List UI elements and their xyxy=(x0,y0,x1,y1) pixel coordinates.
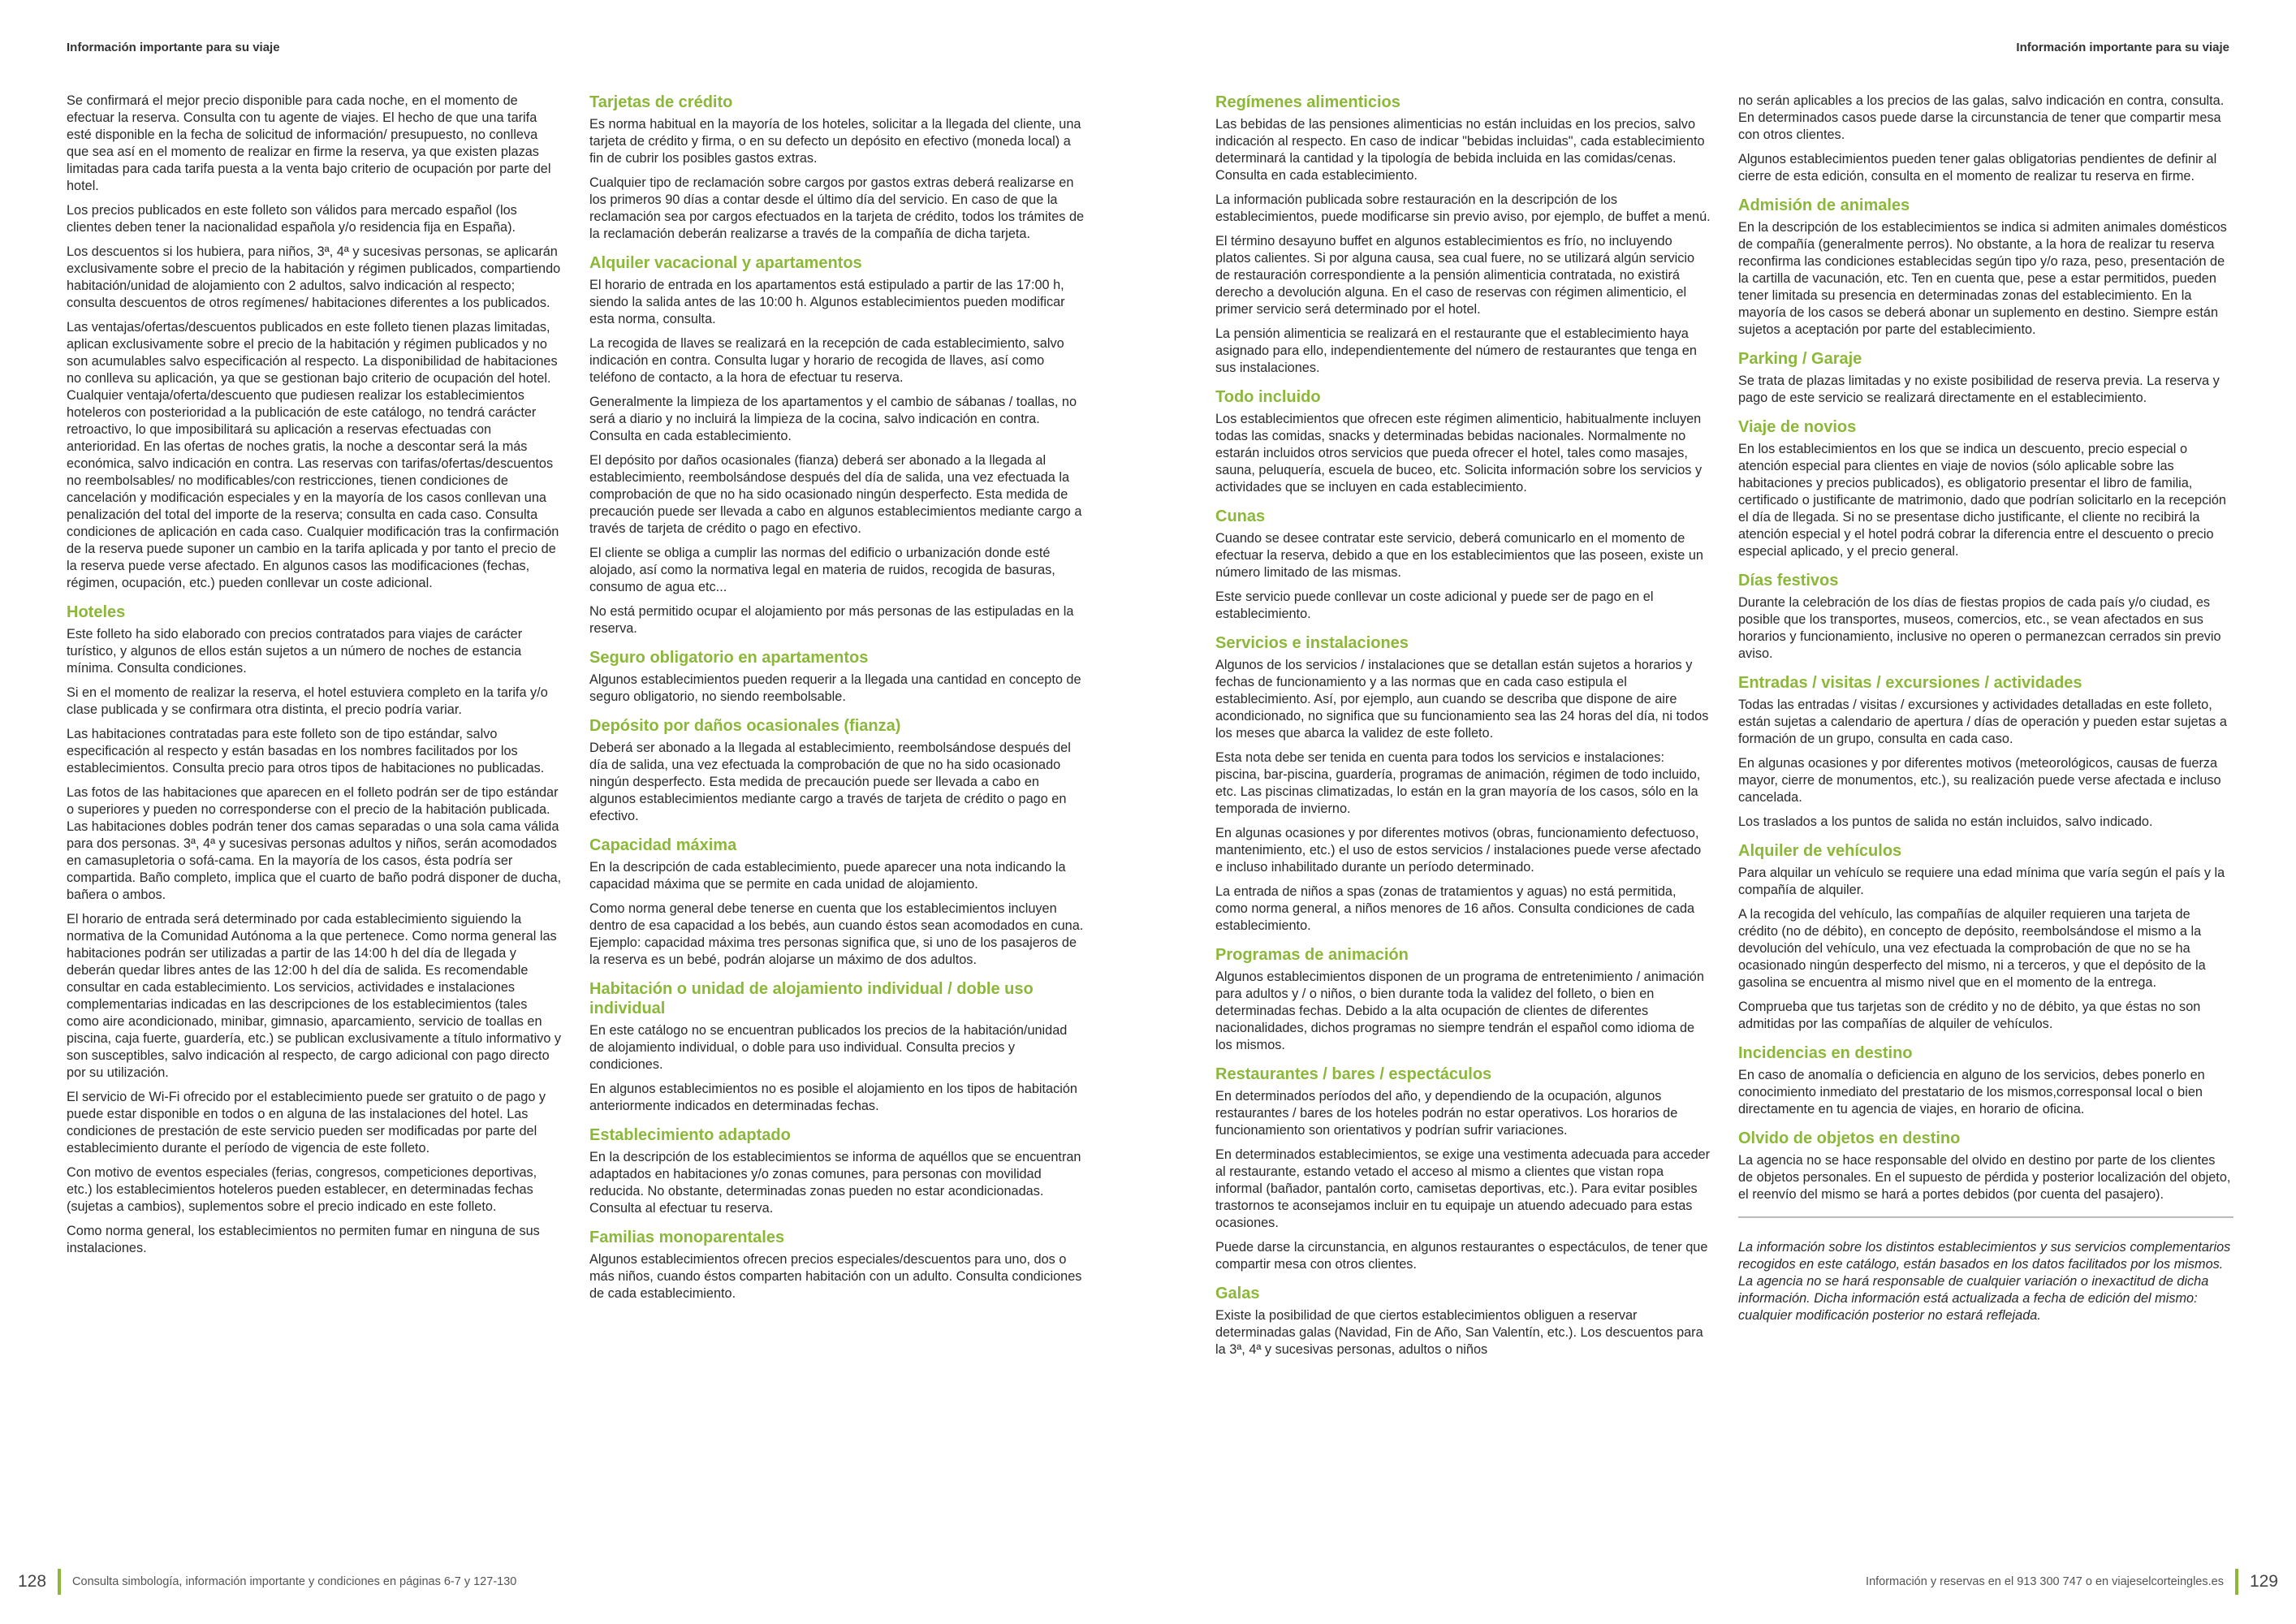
column-4 xyxy=(1738,93,2233,1332)
paragraph: Los descuentos si los hubiera, para niños, 3ª, 4ª y sucesivas personas, se aplicarán exclusivamente sobre el precio de la habitación y régimen publicados, compartiendo habitación/unidad de alojamiento con 2 adultos, salvo indicación al respecto; consulta descuentos de otros regímenes/ habitaciones diferentes a los publicados. xyxy=(67,244,561,310)
paragraph: El horario de entrada en los apartamentos está estipulado a partir de las 17:00 h, siendo la salida antes de las 10:00 h. Algunos establecimientos pueden modificar esta norma, consulta. xyxy=(589,278,1065,326)
running-head-left: Información importante para su viaje xyxy=(67,41,280,54)
section-heading-tarjetas: Tarjetas de crédito xyxy=(589,93,733,111)
section-heading-programas: Programas de animación xyxy=(1215,946,1409,964)
section-heading-alquiler-vacacional: Alquiler vacacional y apartamentos xyxy=(589,254,862,272)
paragraph: Las fotos de las habitaciones que aparecen en el folleto podrán ser de tipo estándar o superiores y pueden no corresponderse con el precio de la habitación publicada. Las habitaciones dobles podrán tener dos camas separadas o una sola cama válida para dos personas. 3ª, 4ª y sucesivas personas adultos y niños, serán acomodados en camasupletoria o sofá-cama. En la mayoría de los casos, ésta podría ser compartida. Baño completo, implica que el cuarto de baño podrá disponer de ducha, bañera o ambos. xyxy=(67,785,562,902)
paragraph: Se confirmará el mejor precio disponible para cada noche, en el momento de efectuar la reserva. Consulta con tu agente de viajes. El hecho de que una tarifa esté disponible en la fecha de solicitud de información/ presupuesto, no conlleva que sea así en el momento de realizar en firme la reserva, ya que existen plazas limitadas para cada tarifa puesta a la venta bajo criterio de ocupación por parte del hotel. xyxy=(67,93,551,193)
disclaimer xyxy=(1738,1239,2233,1324)
section-heading-adaptado: Establecimiento adaptado xyxy=(589,1126,791,1144)
column-1 xyxy=(67,93,562,1264)
paragraph: En algunas ocasiones y por diferentes motivos (obras, funcionamiento defectuoso, mantenimiento, etc.) el uso de estos servicios / instalaciones puede verse afectado e incluso inhabilitado durante un período determinado. xyxy=(1215,826,1702,875)
paragraph: Algunos establecimientos pueden tener galas obligatorias pendientes de definir al cierre de esta edición, consulta en el momento de realizar tu reserva en firme. xyxy=(1738,152,2217,184)
paragraph: Es norma habitual en la mayoría de los hoteles, solicitar a la llegada del cliente, una tarjeta de crédito y firma, o en su defecto un depósito en efectivo (moneda local) a fin de cubrir los posibles gastos extras. xyxy=(589,117,1081,166)
paragraph: Si en el momento de realizar la reserva, el hotel estuviera completo en la tarifa y/o clase publicada y se confirmara otra distinta, el precio podría variar. xyxy=(67,685,548,717)
paragraph: Algunos establecimientos ofrecen precios especiales/descuentos para uno, dos o más niños, cuando éstos comparten habitación con un adulto. Consulta condiciones de cada establecimiento. xyxy=(589,1252,1082,1301)
paragraph: En los establecimientos en los que se indica un descuento, precio especial o atención especial para clientes en viaje de novios (sólo aplicable sobre las habitaciones y precios publicados), es obligatorio presentar el libro de familia, certificado o justificante de matrimonio, dado que podrían solicitarlo en la recepción el día de llegada. Si no se presentase dicho justificante, el cliente no recibirá la atención especial y el hotel podrá cobrar la diferencia entre el descuento o precio especial aplicado, y el precio general. xyxy=(1738,442,2226,559)
section-heading-cunas: Cunas xyxy=(1215,508,1266,525)
paragraph: La agencia no se hace responsable del olvido en destino por parte de los clientes de objetos personales. En el supuesto de pérdida y posterior localización del objeto, el reenvío del mismo se hará a portes debidos (por cuenta del pasajero). xyxy=(1738,1153,2231,1202)
section-heading-olvido: Olvido de objetos en destino xyxy=(1738,1129,1961,1147)
paragraph: Los traslados a los puntos de salida no están incluidos, salvo indicado. xyxy=(1738,814,2153,829)
paragraph: En la descripción de cada establecimiento, puede aparecer una nota indicando la capacidad máxima que se permite en cada unidad de alojamiento. xyxy=(589,860,1066,892)
paragraph: La información publicada sobre restauración en la descripción de los establecimientos, puede modificarse sin previo aviso, por ejemplo, de buffet a menú. xyxy=(1215,192,1711,224)
section-heading-animales: Admisión de animales xyxy=(1738,197,1910,214)
paragraph: En la descripción de los establecimientos se indica si admiten animales domésticos de compañía (generalmente perros). No obstante, a la hora de realizar tu reserva reconfirma las condiciones establecidas según tipo y/o raza, peso, presentación de la cartilla de vacunación, etc. Ten en cuenta que, pese a estar permitidos, pueden tener limitada su presencia en determinadas zonas del establecimiento. En la mayoría de los casos se deberá abonar un suplemento en destino. Siempre están sujetos a aceptación por parte del establecimiento. xyxy=(1738,220,2227,337)
paragraph: Como norma general debe tenerse en cuenta que los establecimientos incluyen dentro de esa capacidad a los bebés, aun cuando éstos sean acomodados en cuna. Ejemplo: capacidad máxima tres personas significa que, si uno de los pasajeros de la reserva es un bebé, podrán alojarse un máximo de dos adultos. xyxy=(589,901,1084,967)
paragraph: El horario de entrada será determinado por cada establecimiento siguiendo la normativa de la Comunidad Autónoma a la que pertenece. Como norma general las habitaciones podrán ser utilizadas a partir de las 14:00 h del día de llegada y deberán quedar libres antes de las 12:00 h del día de salida. Es recomendable consultar en cada establecimiento. Los servicios, actividades e instalaciones complementarias indicadas en las descripciones de los establecimientos (tales como aire acondicionado, minibar, gimnasio, aparcamiento, servicio de toallas en piscina, caja fuerte, guardería, etc.) se publican exclusivamente a título informativo y son susceptibles, salvo indicación al respecto, de cargo adicional con pago directo por su utilización. xyxy=(67,912,562,1080)
paragraph: Con motivo de eventos especiales (ferias, congresos, competiciones deportivas, etc.) los establecimientos hoteleros pueden establecer, en determinadas fechas (sujetas a cambios), suplementos sobre el precio indicado en este folleto. xyxy=(67,1165,537,1214)
section-heading-habitacion: Habitación o unidad de alojamiento individual / doble uso individual xyxy=(589,980,1034,1017)
paragraph: Como norma general, los establecimientos no permiten fumar en ninguna de sus instalaciones. xyxy=(67,1224,540,1255)
paragraph: Generalmente la limpieza de los apartamentos y el cambio de sábanas / toallas, no será a diario y no incluirá la limpieza de la cocina, salvo indicación en contra. Consulta en cada establecimiento. xyxy=(589,395,1077,443)
paragraph: No está permitido ocupar el alojamiento por más personas de las estipuladas en la reserva. xyxy=(589,604,1074,636)
section-heading-galas: Galas xyxy=(1215,1285,1260,1302)
paragraph: En la descripción de los establecimientos se informa de aquéllos que se encuentran adaptados en habitaciones y/o zonas comunes, para personas con movilidad reducida. No obstante, determinadas zonas pueden no estar acondicionadas. Consulta al efectuar tu reserva. xyxy=(589,1150,1081,1216)
footer-left xyxy=(18,1568,516,1596)
paragraph: Los establecimientos que ofrecen este régimen alimenticio, habitualmente incluyen todas las comidas, snacks y determinadas bebidas nacionales. Normalmente no estarán incluidos otros servicios que pueda ofrecer el hotel, tales como masajes, sauna, peluquería, escuela de buceo, etc. Solicita información sobre los servicios y actividades que se incluyen en cada establecimiento. xyxy=(1215,412,1703,495)
paragraph: En este catálogo no se encuentran publicados los precios de la habitación/unidad de alojamiento individual, o doble para uso individual. Consulta precios y condiciones. xyxy=(589,1023,1068,1072)
footer-accent-bar xyxy=(2235,1569,2238,1595)
paragraph: Para alquilar un vehículo se requiere una edad mínima que varía según el país y la compañía de alquiler. xyxy=(1738,866,2225,897)
page-number-right: 129 xyxy=(2249,1572,2278,1591)
paragraph: La entrada de niños a spas (zonas de tratamientos y aguas) no está permitida, como norma general, a niños menores de 16 años. Consulta condiciones de cada establecimiento. xyxy=(1215,884,1695,933)
section-heading-entradas: Entradas / visitas / excursiones / actividades xyxy=(1738,674,2082,692)
paragraph: Puede darse la circunstancia, en algunos restaurantes o espectáculos, de tener que compartir mesa con otros clientes. xyxy=(1215,1240,1708,1272)
paragraph: El cliente se obliga a cumplir las normas del edificio o urbanización donde esté alojado, así como la normativa legal en materia de ruidos, recogida de basuras, consumo de agua etc... xyxy=(589,546,1055,594)
section-heading-incidencias: Incidencias en destino xyxy=(1738,1044,1913,1062)
paragraph: En algunos establecimientos no es posible el alojamiento en los tipos de habitación anteriormente indicados en determinadas fechas. xyxy=(589,1082,1077,1113)
paragraph: El servicio de Wi-Fi ofrecido por el establecimiento puede ser gratuito o de pago y puede estar disponible en todos o en alguna de las instalaciones del hotel. Las condiciones de prestación de este servicio pueden ser modificadas por parte del establecimiento durante el período de vigencia de este folleto. xyxy=(67,1090,546,1155)
paragraph: Se trata de plazas limitadas y no existe posibilidad de reserva previa. La reserva y pago de este servicio se realizará directamente en el establecimiento. xyxy=(1738,374,2220,405)
section-heading-servicios: Servicios e instalaciones xyxy=(1215,634,1409,652)
section-heading-hoteles: Hoteles xyxy=(67,603,126,621)
paragraph: Cuando se desee contratar este servicio, deberá comunicarlo en el momento de efectuar la reserva, debido a que en los establecimientos que las poseen, existe un número limitado de las mismas. xyxy=(1215,531,1703,580)
paragraph: El término desayuno buffet en algunos establecimientos es frío, no incluyendo platos calientes. Si por alguna causa, sea cual fuere, no se utilizará algún servicio de restauración correspondiente a la pensión alimenticia contratada, no existirá derecho a devolución alguna. En el caso de reservas con régimen alimenticio, el primer servicio será determinado por el hotel. xyxy=(1215,234,1695,317)
footer-left-text: Consulta simbología, información importante y condiciones en páginas 6-7 y 127-130 xyxy=(72,1575,517,1588)
section-heading-novios: Viaje de novios xyxy=(1738,418,1857,436)
paragraph: Algunos establecimientos disponen de un programa de entretenimiento / animación para adultos y / o niños, o bien durante toda la validez del folleto, o bien en determinadas fechas. Debido a la alta ocupación de clientes de diferentes nacionalidades, dichos programas no siempre tendrán el español como idioma de los mismos. xyxy=(1215,970,1704,1052)
paragraph: Las bebidas de las pensiones alimenticias no están incluidas en los precios, salvo indicación al respecto. En caso de indicar "bebidas incluidas", cada establecimiento determinará la cantidad y la tipología de bebida incluida en las comidas/cenas. Consulta en cada establecimiento. xyxy=(1215,117,1705,183)
section-heading-seguro: Seguro obligatorio en apartamentos xyxy=(589,649,869,667)
paragraph: Los precios publicados en este folleto son válidos para mercado español (los clientes deben tener la nacionalidad española y/o residencia fija en España). xyxy=(67,203,517,235)
paragraph: Esta nota debe ser tenida en cuenta para todos los servicios e instalaciones: piscina, bar-piscina, guardería, programas de animación, régimen de todo incluido, etc. Las piscinas climatizadas, lo están en la gran mayoría de los casos, sólo en la temporada de invierno. xyxy=(1215,750,1701,816)
footer-accent-bar xyxy=(58,1569,61,1595)
paragraph: Las ventajas/ofertas/descuentos publicados en este folleto tienen plazas limitadas, aplican exclusivamente sobre el precio de la habitación y régimen publicados y no son acumulables salvo especificación al respecto. La disponibilidad de habitaciones no conlleva su aplicación, ya que se gestionan bajo criterio de ocupación del hotel. Cualquier ventaja/oferta/descuento que pudiesen realizar los establecimientos hoteleros con posterioridad a la publicación de este catálogo, no tendrá carácter retroactivo, lo que imposibilitará su aplicación a reservas efectuadas con anterioridad. En las ofertas de noches gratis, la noche a descontar será la más económica, salvo indicación en contra. Las reservas con tarifas/ofertas/descuentos no reembolsables/ no modificables/con restricciones, tienen condiciones de cancelación y modificación especiales y en la mayoría de los casos conllevan una penalización del total del importe de la reserva; consulta en cada caso. Consulta condiciones de aplicación en cada caso. Cualquier modificación tras la confirmación de la reserva puede suponer un cambio en la tarifa aplicada y por tanto el precio de la reserva puede verse afectado. En algunos casos las modificaciones (fechas, régimen, ocupación, etc.) pueden conllevar un coste adicional. xyxy=(67,320,559,590)
footer-right-text: Información y reservas en el 913 300 747 o en viajeselcorteingles.es xyxy=(1866,1575,2224,1588)
column-3 xyxy=(1215,93,1711,1366)
paragraph: Algunos de los servicios / instalaciones que se detallan están sujetos a horarios y fechas de funcionamiento y a las normas que en cada caso estipula el establecimiento. Así, por ejemplo, aun cuando se describa que dispone de aire acondicionado, no significa que su funcionamiento sea las 24 horas del día, ni todos los meses que abarca la validez de este folleto. xyxy=(1215,658,1709,741)
paragraph: Durante la celebración de los días de fiestas propios de cada país y/o ciudad, es posible que los transportes, museos, comercios, etc., se vean afectados en sus horarios y funcionamiento, inclusive no operen o permanezcan cerrados sin previo aviso. xyxy=(1738,595,2221,661)
section-heading-familias: Familias monoparentales xyxy=(589,1229,785,1246)
column-2 xyxy=(589,93,1085,1310)
paragraph: Existe la posibilidad de que ciertos establecimientos obliguen a reservar determinadas galas (Navidad, Fin de Año, San Valentín, etc.). Los descuentos para la 3ª, 4ª y sucesivas personas, adultos o niños xyxy=(1215,1308,1703,1357)
paragraph: En determinados establecimientos, se exige una vestimenta adecuada para acceder al restaurante, estando vetado el acceso al mismo a clientes que vistan ropa informal (bañador, pantalón corto, camisetas deportivas, etc.). Para evitar posibles trastornos te aconsejamos incluir en tu equipaje un atuendo adecuado para estas ocasiones. xyxy=(1215,1147,1711,1230)
paragraph: Las habitaciones contratadas para este folleto son de tipo estándar, salvo especificación al respecto y están basadas en los nombres facilitados por los establecimientos. Consulta precio para otros tipos de habitaciones no publicadas. xyxy=(67,727,545,775)
paragraph: El depósito por daños ocasionales (fianza) deberá ser abonado a la llegada al establecimiento, reembolsándose después del día de salida, una vez efectuada la comprobación de que no ha sido ocasionado ningún desperfecto. Esta medida de precaución puede ser llevada a cabo en algunos establecimientos mediante cargo a través de tarjeta de crédito o pago en efectivo. xyxy=(589,453,1082,536)
disclaimer-text: La información sobre los distintos establecimientos y sus servicios complementarios recogidos en este catálogo, están basados en los datos facilitados por los mismos. La agencia no se hará responsable de cualquier variación o inexactitud de dicha información. Dicha información está actualizada a fecha de edición del mismo: cualquier modificación posterior no estará reflejada. xyxy=(1738,1240,2231,1323)
page-number-left: 128 xyxy=(18,1572,47,1591)
section-heading-vehiculos: Alquiler de vehículos xyxy=(1738,842,1902,860)
section-heading-parking: Parking / Garaje xyxy=(1738,350,1862,368)
paragraph: En determinados períodos del año, y dependiendo de la ocupación, algunos restaurantes / bares de los hoteles podrán no estar operativos. Los horarios de funcionamiento son orientativos y podrían sufrir variaciones. xyxy=(1215,1089,1678,1138)
paragraph: En caso de anomalía o deficiencia en alguno de los servicios, debes ponerlo en conocimiento inmediato del prestatario de los mismos,corresponsal local o bien directamente en tu agencia de viajes, en horario de oficina. xyxy=(1738,1068,2205,1116)
section-heading-todo-incluido: Todo incluido xyxy=(1215,388,1321,406)
running-head-right: Información importante para su viaje xyxy=(2016,41,2229,54)
section-heading-festivos: Días festivos xyxy=(1738,572,1839,590)
paragraph: La recogida de llaves se realizará en la recepción de cada establecimiento, salvo indicación en contra. Consulta lugar y horario de recogida de llaves, así como teléfono de contacto, a la hora de efectuar tu reserva. xyxy=(589,336,1064,385)
paragraph: Todas las entradas / visitas / excursiones y actividades detalladas en este folleto, están sujetas a calendario de apertura / días de operación y pueden estar sujetas a formación de un grupo, consulta en cada caso. xyxy=(1738,698,2227,746)
paragraph: Comprueba que tus tarjetas son de crédito y no de débito, ya que éstas no son admitidas por las compañías de alquiler de vehículos. xyxy=(1738,1000,2201,1031)
section-heading-deposito: Depósito por daños ocasionales (fianza) xyxy=(589,717,901,735)
paragraph: no serán aplicables a los precios de las galas, salvo indicación en contra, consulta. En determinados casos puede darse la circunstancia de tener que compartir mesa con otros clientes. xyxy=(1738,93,2225,142)
paragraph: A la recogida del vehículo, las compañías de alquiler requieren una tarjeta de crédito (no de débito), en concepto de depósito, reembolsándose el mismo a la devolución del vehículo, una vez efectuada la comprobación de que no se ha ocasionado ningún desperfecto del mismo, ni a terceros, y que el depósito de la gasolina se encuentra al mismo nivel que en el momento de la entrega. xyxy=(1738,907,2206,990)
paragraph: Este folleto ha sido elaborado con precios contratados para viajes de carácter turístico, y algunos de ellos están sujetos a un número de noches de estancia mínima. Consulta condiciones. xyxy=(67,627,523,676)
paragraph: Cualquier tipo de reclamación sobre cargos por gastos extras deberá realizarse en los primeros 90 días a contar desde el último día del servicio. En caso de que la reclamación sea por cargos efectuados en la tarjeta de crédito, todos los trámites de la reclamación deberán realizarse a través de la compañía de dicha tarjeta. xyxy=(589,175,1085,241)
paragraph: Algunos establecimientos pueden requerir a la llegada una cantidad en concepto de seguro obligatorio, no siendo reembolsable. xyxy=(589,672,1081,704)
footer-right xyxy=(1866,1568,2278,1596)
paragraph: Deberá ser abonado a la llegada al establecimiento, reembolsándose después del día de salida, una vez efectuada la comprobación de que no ha sido ocasionado ningún desperfecto. Esta medida de precaución puede ser llevada a cabo en algunos establecimientos mediante cargo a través de tarjeta de crédito o pago en efectivo. xyxy=(589,741,1071,823)
paragraph: Este servicio puede conllevar un coste adicional y puede ser de pago en el establecimiento. xyxy=(1215,590,1654,621)
section-heading-restaurantes: Restaurantes / bares / espectáculos xyxy=(1215,1065,1492,1083)
section-heading-regimenes: Regímenes alimenticios xyxy=(1215,93,1400,111)
divider xyxy=(1738,1216,2233,1218)
paragraph: La pensión alimenticia se realizará en el restaurante que el establecimiento haya asignado para ello, independientemente del número de restaurantes que tenga en sus instalaciones. xyxy=(1215,326,1697,375)
paragraph: En algunas ocasiones y por diferentes motivos (meteorológicos, causas de fuerza mayor, cierre de monumentos, etc.), su realización puede verse afectada e incluso cancelada. xyxy=(1738,756,2221,805)
section-heading-capacidad: Capacidad máxima xyxy=(589,836,737,854)
